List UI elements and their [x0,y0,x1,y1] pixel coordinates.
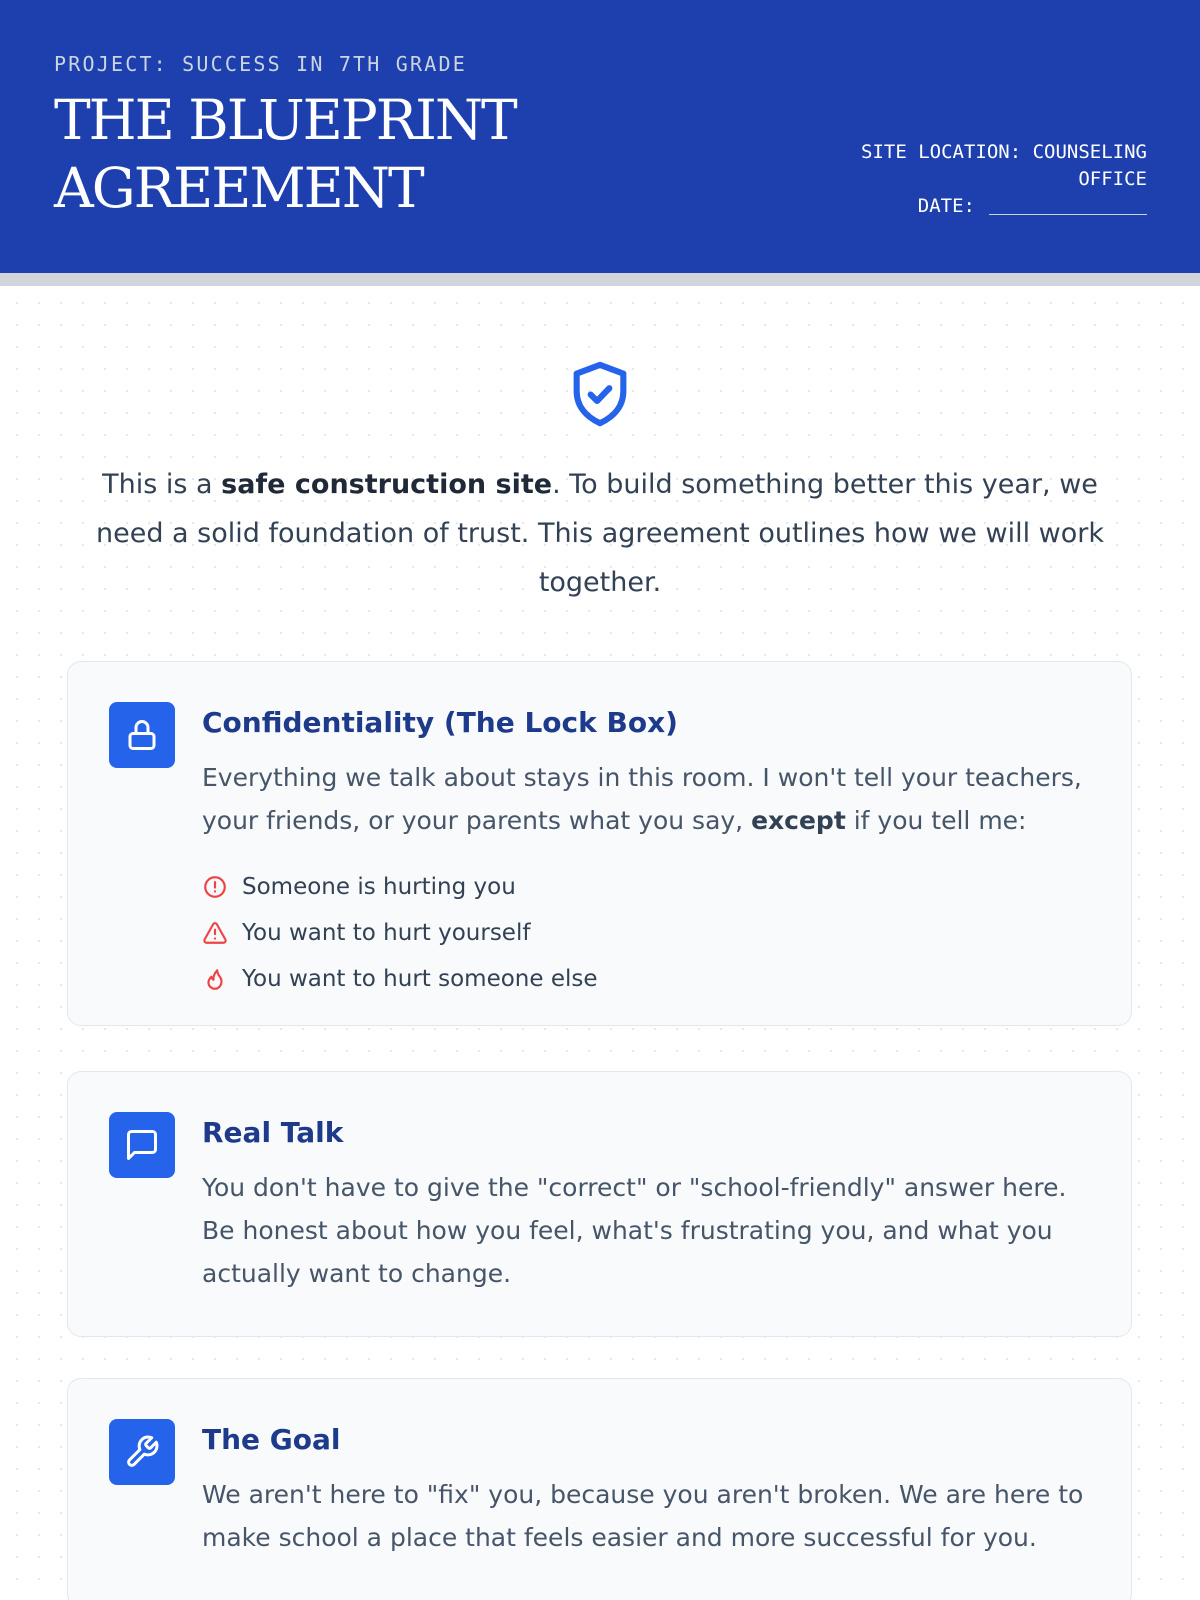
shield-check-icon [565,356,635,432]
site-location-line-2: OFFICE [1078,168,1147,190]
page-header [0,0,1200,286]
alert-circle-icon [202,874,228,900]
intro-paragraph [70,460,1130,607]
date-label: DATE: [917,195,975,217]
exceptions-list [202,864,598,1002]
card-title: Real Talk [202,1116,344,1149]
page-title-line-1: THE BLUEPRINT [54,88,516,152]
intro-lead: This is a [102,469,222,500]
site-info [787,139,1147,220]
card-body-emphasis: except [751,806,846,835]
card-body: We aren't here to "fix" you, because you aren't broken. We are here to make school a place that feels easier and more successful for you. [202,1480,1084,1552]
lock-icon [109,702,175,768]
card-title: The Goal [202,1423,341,1456]
card-title: Confidentiality (The Lock Box) [202,706,678,739]
page-title [54,86,594,222]
confidentiality-card [67,661,1132,1026]
list-item [202,864,598,910]
card-body [202,756,1092,842]
date-blank-line [989,214,1147,215]
exception-label: You want to hurt someone else [242,966,598,992]
real-talk-card [67,1071,1132,1337]
agreement-content [0,286,1200,1600]
project-label: PROJECT: SUCCESS IN 7TH GRADE [54,52,467,76]
wrench-icon [109,1419,175,1485]
card-body-rest: if you tell me: [845,806,1027,835]
message-square-icon [109,1112,175,1178]
alert-triangle-icon [202,920,228,946]
list-item [202,910,598,956]
exception-label: You want to hurt yourself [242,920,531,946]
card-body-lead: Everything we talk about stays in this room. I won't tell your teachers, your friends, or your parents what you say, [202,763,1082,835]
flame-icon [202,966,228,992]
card-body: You don't have to give the "correct" or "school-friendly" answer here. Be honest about how you feel, what's frustrating you, and what you actually want to change. [202,1173,1067,1288]
date-row [787,193,1147,220]
site-location-line-1: SITE LOCATION: COUNSELING [861,141,1147,163]
goal-card [67,1378,1132,1600]
intro-emphasis: safe construction site [221,469,553,500]
list-item [202,956,598,1002]
exception-label: Someone is hurting you [242,874,516,900]
page-title-line-2: AGREEMENT [54,156,423,220]
intro-rest: . To build something better this year, we need a solid foundation of trust. This agreement outlines how we will work together. [96,469,1104,598]
